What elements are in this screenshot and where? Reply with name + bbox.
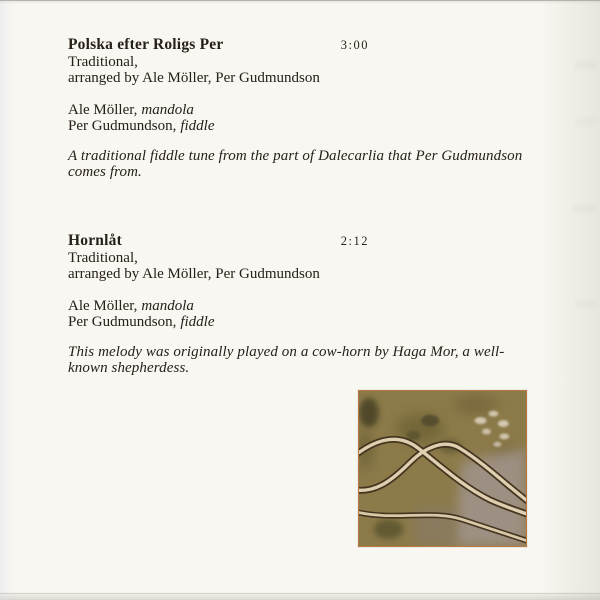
performer-line bbox=[68, 298, 538, 315]
track-note: A traditional fiddle tune from the part of Dalecarlia that Per Gudmundson comes from. bbox=[68, 147, 523, 180]
track-title: Hornlåt bbox=[68, 232, 122, 249]
performer-line bbox=[68, 314, 538, 331]
track-header bbox=[68, 37, 369, 54]
performer-instrument: mandola bbox=[141, 297, 194, 314]
print-show-through bbox=[574, 62, 596, 69]
print-show-through bbox=[572, 205, 596, 212]
performers-list bbox=[68, 298, 538, 331]
track-title: Polska efter Roligs Per bbox=[68, 36, 224, 53]
track-header bbox=[68, 233, 369, 250]
track-entry-1 bbox=[68, 37, 538, 181]
credit-line: Traditional, bbox=[68, 53, 138, 70]
performer-name: Per Gudmundson, bbox=[68, 314, 177, 330]
credit-line: arranged by Ale Möller, Per Gudmundson bbox=[68, 266, 320, 282]
painting-crossing-cords bbox=[359, 391, 526, 546]
track-duration: 3:00 bbox=[340, 38, 369, 52]
print-show-through bbox=[576, 118, 596, 125]
performer-instrument: mandola bbox=[141, 101, 194, 118]
performer-line bbox=[68, 118, 538, 135]
print-show-through bbox=[575, 300, 596, 307]
track-note: This melody was originally played on a cow-horn by Haga Mor, a well-known shepherdess. bbox=[68, 343, 505, 376]
track-entry-2 bbox=[68, 233, 538, 377]
track-duration: 2:12 bbox=[340, 234, 369, 248]
artwork-image bbox=[358, 390, 527, 547]
performers-list bbox=[68, 102, 538, 135]
performer-name: Ale Möller, bbox=[68, 297, 138, 314]
credit-line: arranged by Ale Möller, Per Gudmundson bbox=[68, 70, 320, 86]
performer-instrument: fiddle bbox=[180, 118, 215, 134]
performer-name: Ale Möller, bbox=[68, 101, 138, 118]
performer-name: Per Gudmundson, bbox=[68, 118, 177, 134]
performer-instrument: fiddle bbox=[180, 314, 215, 330]
performer-line bbox=[68, 102, 538, 119]
credit-line: Traditional, bbox=[68, 249, 138, 266]
